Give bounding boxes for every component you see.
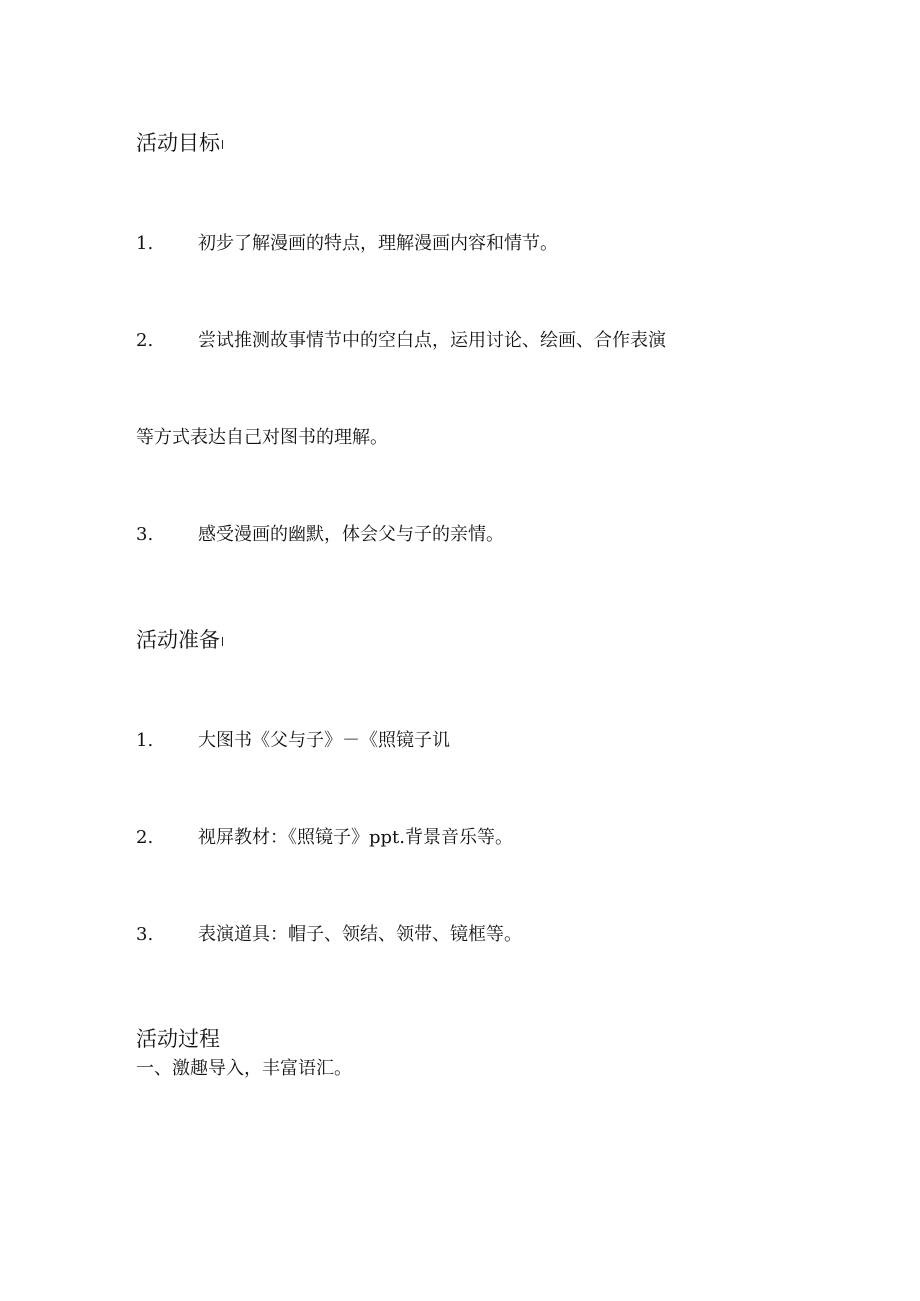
item-number: 3. [136, 924, 154, 945]
prep-item-1 [136, 730, 450, 752]
item-text: 初步了解漫画的特点，理解漫画内容和情节。 [198, 233, 558, 254]
item-text: 表演道具：帽子、领结、领带、镜框等。 [198, 924, 522, 945]
item-number: 2. [136, 827, 154, 848]
section-heading-goals: 活动目标 [136, 130, 223, 156]
goal-item-2 [136, 330, 666, 352]
item-number: 3. [136, 524, 154, 545]
item-number: 1. [136, 233, 154, 254]
item-text: 感受漫画的幽默，体会父与子的亲情。 [198, 524, 504, 545]
heading-mark [222, 140, 223, 149]
prep-item-2 [136, 827, 513, 849]
goal-item-3 [136, 524, 504, 546]
goal-item-2-continuation: 等方式表达自己对图书的理解。 [136, 427, 388, 448]
item-text: 大图书《父与子》－《照镜子讥 [198, 730, 450, 751]
section-heading-preparation: 活动准备 [136, 627, 223, 653]
item-text: 尝试推测故事情节中的空白点，运用讨论、绘画、合作表演 [198, 330, 666, 351]
heading-mark [222, 637, 223, 646]
section-heading-process: 活动过程 [136, 1027, 220, 1051]
item-text: 视屏教材：《照镜子》ppt.背景音乐等。 [198, 827, 513, 848]
goal-item-1 [136, 233, 558, 255]
item-number: 2. [136, 330, 154, 351]
prep-item-3 [136, 924, 522, 946]
process-subheading: 一、激趣导入，丰富语汇。 [136, 1058, 352, 1079]
item-number: 1. [136, 730, 154, 751]
